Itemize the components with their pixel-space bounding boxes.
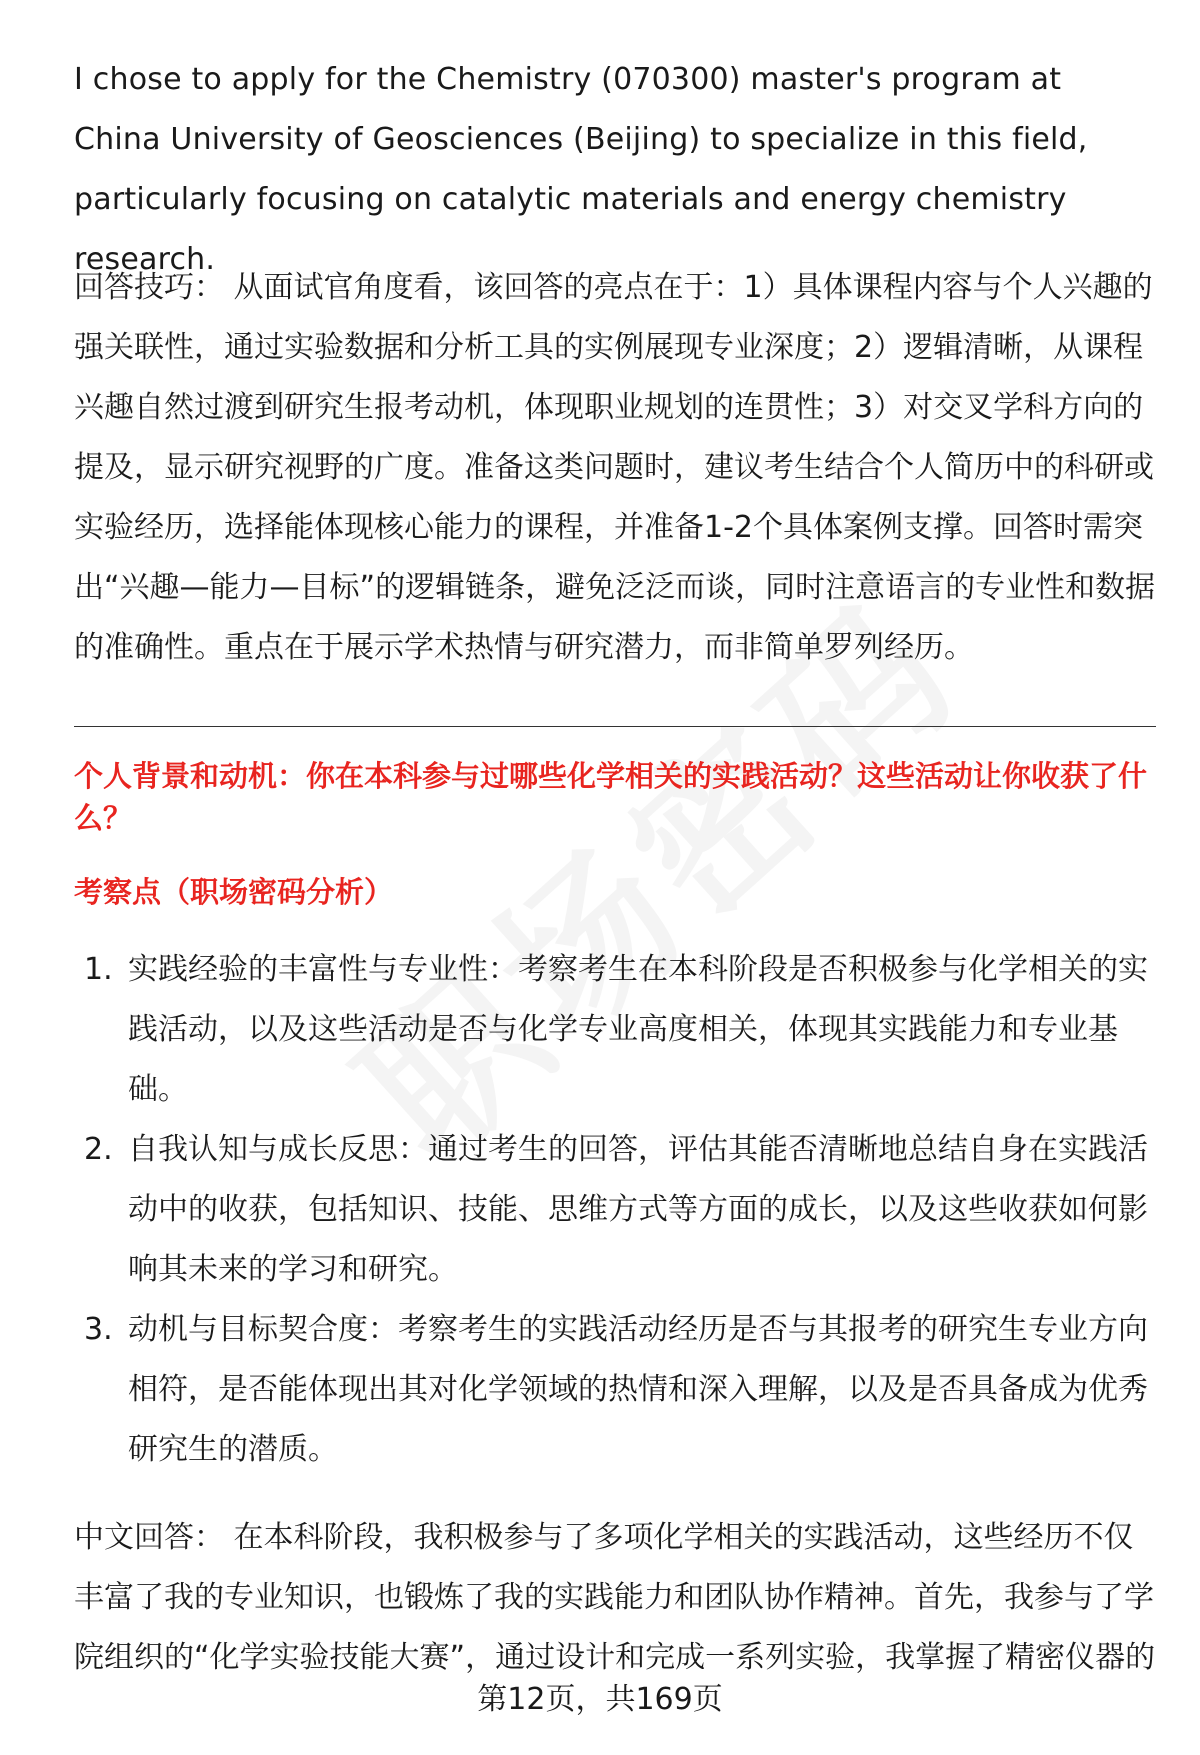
tips-text: 从面试官角度看，该回答的亮点在于：1）具体课程内容与个人兴趣的强关联性，通过实验数据和分析工具的实例展现专业深度；2）逻辑清晰，从课程兴趣自然过渡到研究生报考动机，体现职业规划的连贯性；3）对交叉学科方向的提及，显示研究视野的广度。准备这类问题时，建议考生结合个人简历中的科研或实验经历，选择能体现核心能力的课程，并准备1-2个具体案例支撑。回答时需突出“兴趣—能力—目标”的逻辑链条，避免泛泛而谈，同时注意语言的专业性和数据的准确性。重点在于展示学术热情与研究潜力，而非简单罗列经历。	[74, 270, 1156, 665]
section-divider	[74, 726, 1156, 727]
question-heading: 个人背景和动机：你在本科参与过哪些化学相关的实践活动？这些活动让你收获了什么？	[74, 759, 1148, 835]
list-item	[74, 1120, 1156, 1300]
list-item-number: 2.	[84, 1132, 113, 1167]
list-item	[74, 1300, 1156, 1480]
list-item-number: 1.	[84, 952, 113, 987]
tips-paragraph	[74, 258, 1156, 678]
tips-label: 回答技巧：	[74, 270, 224, 305]
assessment-points-list	[74, 940, 1156, 1480]
list-item	[74, 940, 1156, 1120]
answer-paragraph	[74, 1508, 1156, 1688]
list-item-text: 自我认知与成长反思：通过考生的回答，评估其能否清晰地总结自身在实践活动中的收获，包括知识、技能、思维方式等方面的成长，以及这些收获如何影响其未来的学习和研究。	[128, 1132, 1148, 1287]
list-item-number: 3.	[84, 1312, 113, 1347]
answer-label: 中文回答：	[74, 1520, 224, 1555]
answer-text: 在本科阶段，我积极参与了多项化学相关的实践活动，这些经历不仅丰富了我的专业知识，也锻炼了我的实践能力和团队协作精神。首先，我参与了学院组织的“化学实验技能大赛”，通过设计和完成一系列实验，我掌握了精密仪器的	[74, 1520, 1156, 1675]
intro-paragraph: I chose to apply for the Chemistry (070300) master's program at China University of Geosciences (Beijing) to specialize in this field, particularly focusing on catalytic materials and energy chemistry research.	[74, 62, 1088, 277]
list-item-text: 动机与目标契合度：考察考生的实践活动经历是否与其报考的研究生专业方向相符，是否能体现出其对化学领域的热情和深入理解，以及是否具备成为优秀研究生的潜质。	[128, 1312, 1148, 1467]
assessment-heading: 考察点（职场密码分析）	[74, 875, 394, 909]
list-item-text: 实践经验的丰富性与专业性：考察考生在本科阶段是否积极参与化学相关的实践活动，以及这些活动是否与化学专业高度相关，体现其实践能力和专业基础。	[128, 952, 1148, 1107]
page-number: 第12页，共169页	[477, 1682, 723, 1717]
